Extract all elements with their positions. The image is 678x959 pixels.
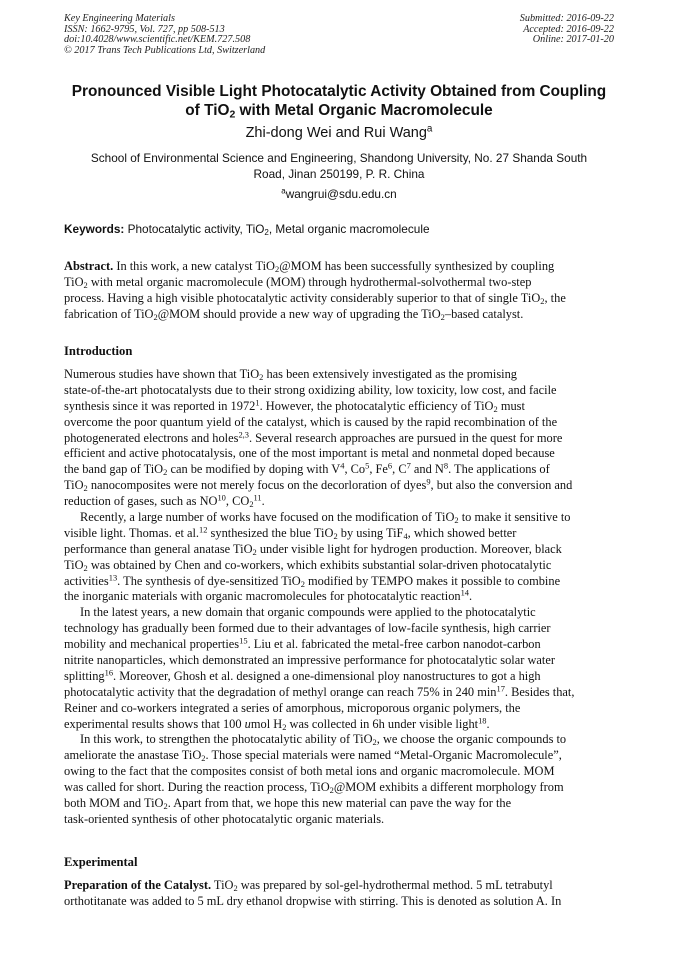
text-line: Recently, a large number of works have focused on the modification of TiO$_2$ to make it sensitive to xyxy=(80,510,571,526)
online-date: Online: 2017-01-20 xyxy=(532,34,614,46)
abstract-line: TiO$_2$ with metal organic macromolecule (MOM) through hydrothermal-solvothermal two-step xyxy=(64,274,532,290)
text-line: performance than general anatase TiO$_2$ under visible light for hydrogen production. Moreover, black xyxy=(64,541,562,557)
journal-issn: ISSN: 1662-9795, Vol. 727, pp 508-513 xyxy=(64,23,225,35)
text-line: owing to the fact that the composites consist of both metal ions and organic macromolecule. MOM xyxy=(64,764,555,779)
text-line: Preparation of the Catalyst. TiO$_2$ was prepared by sol-gel-hydrothermal method. 5 mL tetrabutyl xyxy=(64,878,553,894)
journal-header xyxy=(64,14,265,56)
abstract-line: fabrication of TiO$_2$@MOM should provide a new way of upgrading the TiO$_2$–based catalyst. xyxy=(64,306,524,322)
text-line: activities$^{13}$. The synthesis of dye-sensitized TiO$_2$ modified by TEMPO makes it possible to combine xyxy=(64,571,561,589)
abstract xyxy=(64,259,614,323)
text-line: the band gap of TiO$_2$ can be modified by doping with $V^4$, Co$^5$, Fe$^6$, $C^7$ and $N^8$. The applications of xyxy=(64,460,550,478)
authors: Zhi-dong Wei and Rui Wang$^a$ xyxy=(245,123,433,141)
abstract-line: Abstract. In this work, a new catalyst TiO$_2$@MOM has been successfully synthesized by coupling xyxy=(64,259,555,275)
text-line: was called for short. During the reaction process, TiO$_2$@MOM exhibits a different morphology from xyxy=(64,780,564,796)
text-line: visible light. Thomas. et al.$^{12}$ synthesized the blue TiO$_2$ by using TiF$_4$, which showed better xyxy=(64,524,517,541)
text-line: nitrite nanoparticles, which demonstrated an impressive performance for photocatalytic solar water xyxy=(64,653,555,668)
experimental-body xyxy=(64,878,614,910)
title-line-2: of TiO$_2$ with Metal Organic Macromolecule xyxy=(185,102,493,121)
paper-title xyxy=(40,82,638,120)
text-line: experimental results shows that 100 umol $H_2$ was collected in 6h under visible light$^{18}$. xyxy=(64,714,490,732)
text-line: both MOM and TiO$_2$. Apart from that, we hope this new material can pave the way for the xyxy=(64,796,512,812)
text-line: splitting$^{16}$. Moreover, Ghosh et al. designed a one-dimensional ploy nanostructures to got a high xyxy=(64,667,541,683)
experimental-heading: Experimental xyxy=(64,855,138,869)
text-line: technology has gradually been formed due to their advantages of low-facile synthesis, high carrier xyxy=(64,621,551,636)
submitted-date: Submitted: 2016-09-22 xyxy=(519,13,614,24)
keywords: Keywords: Photocatalytic activity, TiO$_2$, Metal organic macromolecule xyxy=(64,222,430,237)
text-line: synthesis since it was reported in 1972$^1$. However, the photocatalytic efficiency of TiO$_2$ must xyxy=(64,397,525,414)
text-line: state-of-the-art photocatalysts due to their strong oxidizing ability, low toxicity, low cost, and facile xyxy=(64,382,557,397)
text-line: In the latest years, a new domain that organic compounds were applied to the photocatalytic xyxy=(80,605,536,620)
accepted-date: Accepted: 2016-09-22 xyxy=(523,23,614,35)
text-line: efficient and active photocatalysis, one of the most important is metal and nonmetal doped because xyxy=(64,446,555,461)
text-line: photocatalytic activity that the degradation of methyl orange can reach 75% in 240 $\min^{17}$. Besides that, xyxy=(64,683,575,699)
text-line: TiO$_2$ nanocomposites were not merely focus on the decorloration of dyes$^9$, but also the conversion and xyxy=(64,476,573,494)
journal-copyright: © 2017 Trans Tech Publications Ltd, Switzerland xyxy=(64,44,266,56)
text-line: reduction of gases, such as NO$^{10}$, $CO_2^{11}$. xyxy=(64,492,265,510)
affiliation: School of Environmental Science and Engineering, Shandong University, No. 27 Shanda South Road, Jinan 250199, P. R. China xyxy=(90,151,588,181)
introduction-heading: Introduction xyxy=(64,344,133,358)
text-line: mobility and mechanical properties$^{15}$. Liu et al. fabricated the metal-free carbon nanodot-carbon xyxy=(64,635,541,652)
title-line-1: Pronounced Visible Light Photocatalytic Activity Obtained from Coupling xyxy=(71,83,607,100)
journal-name: Key Engineering Materials xyxy=(64,13,175,24)
text-line: In this work, to strengthen the photocatalytic ability of TiO$_2$, we choose the organic compounds to xyxy=(80,732,567,748)
dates-header xyxy=(520,14,614,46)
text-line: orthotitanate was added to 5 mL dry ethanol dropwise with stirring. This is denoted as solution A. In xyxy=(64,893,562,908)
text-line: overcome the poor quantum yield of the catalyst, which is caused by the rapid recombination of the xyxy=(64,414,558,429)
text-line: Numerous studies have shown that TiO$_2$ has been extensively investigated as the promising xyxy=(64,367,517,383)
text-line: ameliorate the anastase TiO$_2$. Those special materials were named “Metal-Organic Macromolecule”, xyxy=(64,748,562,764)
email-link[interactable]: wangrui@sdu.edu.cn xyxy=(285,187,397,201)
journal-doi: doi:10.4028/www.scientific.net/KEM.727.508 xyxy=(64,34,251,46)
author-email: $^a$wangrui@sdu.edu.cn xyxy=(281,186,397,201)
abstract-line: process. Having a high visible photocatalytic activity considerably superior to that of single TiO$_2$, the xyxy=(64,290,566,306)
text-line: the inorganic materials with organic macromolecules for photocatalytic reaction$^{14}$. xyxy=(64,587,473,604)
text-line: Reiner and co-workers integrated a series of amorphous, microporous organic polymers, the xyxy=(64,700,521,715)
text-line: task-oriented synthesis of other photocatalytic organic materials. xyxy=(64,811,385,826)
text-line: TiO$_2$ was obtained by Chen and co-workers, which exhibits substantial solar-driven photocatalytic xyxy=(64,557,552,573)
introduction-body xyxy=(64,367,614,828)
text-line: photogenerated electrons and holes$^{2,3}$. Several research approaches are pursued in the quest for more xyxy=(64,428,563,445)
